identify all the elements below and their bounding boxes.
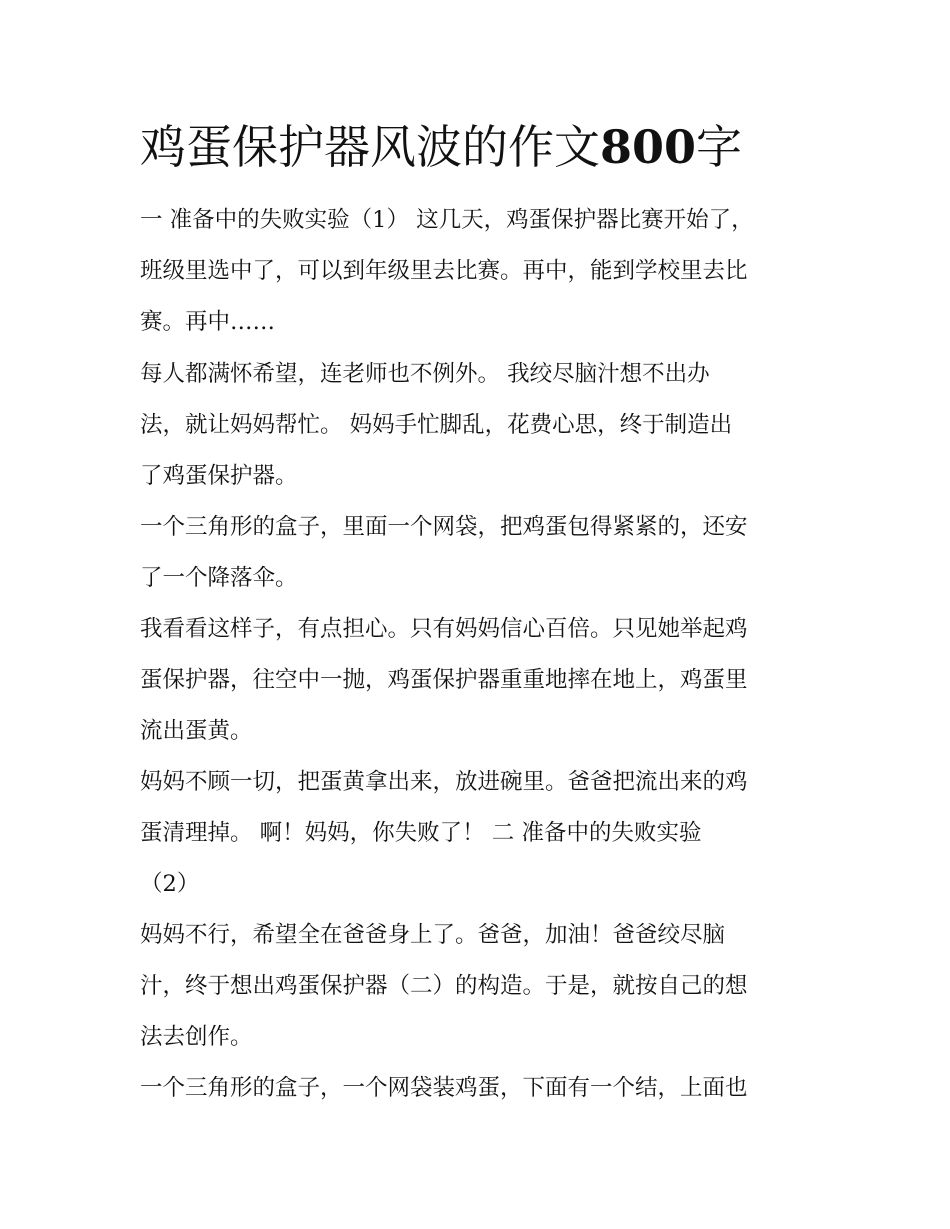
text-line: 班级里选中了，可以到年级里去比赛。再中，能到学校里去比 [140,258,748,284]
text-line: 我看看这样子，有点担心。只有妈妈信心百倍。只见她举起鸡 [140,616,748,642]
text-line: 一个三角形的盒子，一个网袋装鸡蛋，下面有一个结，上面也 [140,1075,748,1101]
title-suffix: 字 [696,120,743,174]
text-line: 蛋保护器，往空中一抛，鸡蛋保护器重重地摔在地上，鸡蛋里 [140,667,748,693]
text-line: 一 准备中的失败实验（1） 这几天，鸡蛋保护器比赛开始了， [140,207,754,233]
text-line: 赛。再中…… [140,309,276,335]
text-line: 蛋清理掉。 啊！妈妈，你失败了！ 二 准备中的失败实验 [140,820,702,846]
text-line: 每人都满怀希望，连老师也不例外。 我绞尽脑汁想不出办 [140,361,710,387]
text-line: 流出蛋黄。 [140,718,253,744]
text-line: 了鸡蛋保护器。 [140,463,298,489]
text-line: 妈妈不顾一切，把蛋黄拿出来，放进碗里。爸爸把流出来的鸡 [140,769,748,795]
text-line: 妈妈不行，希望全在爸爸身上了。爸爸，加油！爸爸绞尽脑 [140,922,726,948]
text-line: 一个三角形的盒子，里面一个网袋，把鸡蛋包得紧紧的，还安 [140,514,748,540]
title-number: 800 [600,120,697,174]
text-line: （2） [140,871,200,897]
page-title [140,112,860,182]
title-text: 鸡蛋保护器风波的作文 [140,120,600,174]
text-line: 法，就让妈妈帮忙。 妈妈手忙脚乱，花费心思，终于制造出 [140,412,733,438]
text-line: 了一个降落伞。 [140,565,298,591]
text-line: 法去创作。 [140,1024,253,1050]
text-line: 汁，终于想出鸡蛋保护器（二）的构造。于是，就按自己的想 [140,973,748,999]
